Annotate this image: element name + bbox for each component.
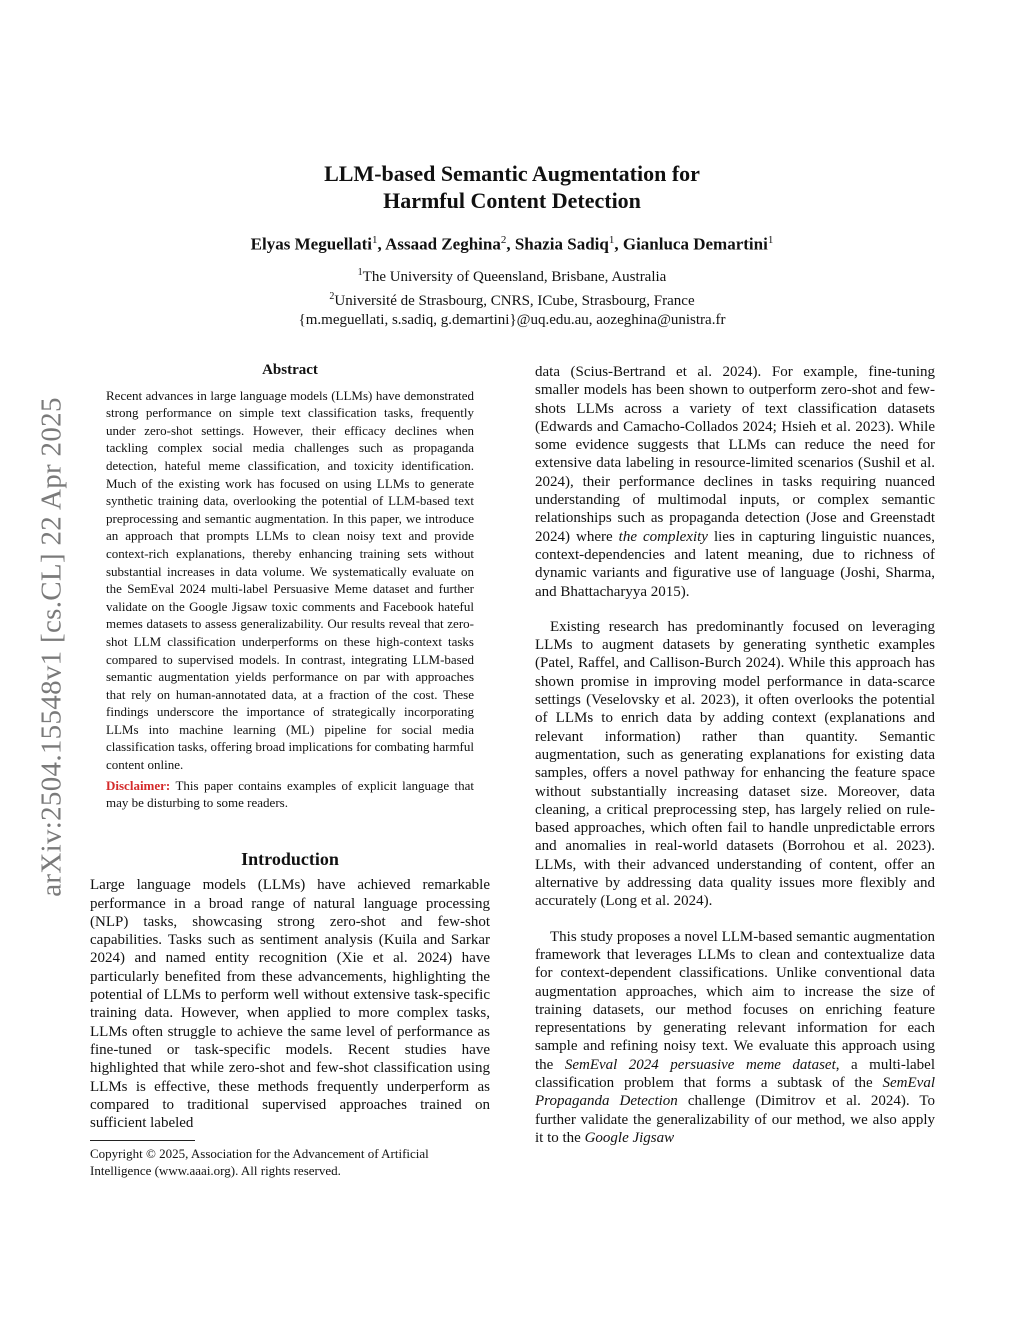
introduction-section bbox=[90, 850, 490, 1132]
body-paragraph bbox=[535, 363, 935, 601]
affiliation-line bbox=[0, 287, 1024, 311]
intro-paragraph: Large language models (LLMs) have achieved remarkable performance in a broad range of natural language processing (NLP) tasks, showcasing strong zero-shot and few-shot capabilities. Tasks such as sentiment analysis (Kuila and Sarkar 2024) and named entity recognition (Xie et al. 2024) have particularly benefited from these advancements, highlighting the potential of LLMs to perform well without extensive task-specific training data. However, when applied to more complex tasks, LLMs often struggle to achieve the same level of performance as fine-tuned or task-specific models. Recent studies have highlighted that while zero-shot and few-shot classification using LLMs is effective, these methods frequently underperform as compared to traditional supervised approaches trained on sufficient labeled bbox=[90, 877, 490, 1132]
copyright-footnote bbox=[90, 1140, 490, 1179]
affiliations bbox=[0, 263, 1024, 330]
introduction-heading: Introduction bbox=[241, 849, 339, 869]
text-run: , a multi-label classification problem that forms a subtask of the bbox=[535, 1056, 935, 1091]
abstract-section bbox=[106, 362, 474, 812]
abstract-text: Recent advances in large language models (LLMs) have demonstrated strong performance on simple text classification tasks, frequently under zero-shot settings. However, their efficacy declines when tackling complex social media challenges such as propaganda detection, hateful meme classification, and toxicity identification. Much of the existing work has focused on using LLMs to generate synthetic training data, overlooking the potential of LLM-based text preprocessing and semantic augmentation. In this paper, we introduce an approach that prompts LLMs to clean noisy text and provide context-rich explanations, thereby enhancing training sets without substantial increases in data volume. We systematically evaluate on the SemEval 2024 multi-label Persuasive Meme dataset and further validate on the Google Jigsaw toxic comments and Facebook hateful memes datasets to assess generalizability. Our results reveal that zero-shot LLM classification underperforms on these high-context tasks compared to supervised models. In contrast, integrating LLM-based semantic augmentation yields performance on par with approaches that rely on human-annotated data, at a fraction of the cost. These findings underscore the importance of strategically incorporating LLMs into machine learning (ML) pipeline for social media classification tasks, offering broad implications for combating harmful content online. bbox=[106, 387, 474, 773]
arxiv-identifier: arXiv:2504.15548v1 [cs.CL] 22 Apr 2025 bbox=[35, 397, 68, 897]
author-name: Elyas Meguellati bbox=[250, 234, 373, 254]
author-affil-mark: 2 bbox=[500, 234, 507, 246]
abstract-heading: Abstract bbox=[262, 362, 318, 378]
author-affil-mark: 1 bbox=[767, 234, 774, 246]
affiliation-number: 1 bbox=[357, 267, 363, 278]
text-run: This study proposes a novel LLM-based semantic augmentation framework that leverages LLMs to clean and contextualize data for context-dependent classifications. Unlike conventional data augmentation approaches, which aim to increase the size of training datasets, our method focuses on enriching feature representations by generating relevant information for each sample and refining noisy text. We evaluate this approach using the bbox=[535, 928, 935, 1073]
author-name: Shazia Sadiq bbox=[514, 234, 609, 254]
emphasis-text: SemEval Propaganda Detection bbox=[535, 1074, 935, 1110]
disclaimer-label: Disclaimer: bbox=[106, 777, 171, 793]
paper-title bbox=[0, 160, 1024, 214]
author-affil-mark: 1 bbox=[372, 234, 378, 246]
emphasis-text: SemEval 2024 persuasive meme dataset bbox=[564, 1056, 836, 1073]
emphasis-text: Google Jigsaw bbox=[584, 1129, 675, 1146]
text-run: challenge (Dimitrov et al. 2024). To further validate the generalizability of our method, we also apply it to the bbox=[535, 1093, 935, 1146]
copyright-text: Copyright © 2025, Association for the Advancement of Artificial Intelligence (www.aaai.org). All rights reserved. bbox=[90, 1146, 429, 1178]
author-name: Gianluca Demartini bbox=[622, 234, 768, 254]
author-list: Elyas Meguellati$^1$, Assaad Zeghina$^2$, Shazia Sadiq$^1$, Gianluca Demartini$^1$ bbox=[250, 234, 774, 254]
disclaimer-text: This paper contains examples of explicit language that may be disturbing to some readers. bbox=[106, 777, 474, 811]
body-paragraph bbox=[535, 928, 935, 1148]
affiliation-line bbox=[0, 263, 1024, 287]
emphasis-text: the complexity bbox=[618, 528, 708, 545]
body-paragraph: Existing research has predominantly focused on leveraging LLMs to augment datasets by generating synthetic examples (Patel, Raffel, and Callison-Burch 2024). While this approach has shown promise in improving model performance in data-scarce settings (Veselovsky et al. 2023), it often overlooks the potential of LLMs to enrich data by adding context (explanations and relevant information) rather than quantity. Semantic augmentation, such as generating explanations for existing data samples, offers a novel pathway for enhancing the feature space without substantially increasing dataset size. Moreover, data cleaning, a critical preprocessing step, has largely relied on rule-based approaches, which often fail to handle unpredictable errors and anomalies in real-world datasets (Borrohou et al. 2023). LLMs, with their advanced understanding of content, offer an alternative by addressing data quality issues more flexibly and accurately (Long et al. 2024). bbox=[535, 618, 935, 910]
author-emails: {m.meguellati, s.sadiq, g.demartini}@uq.edu.au, aozeghina@unistra.fr bbox=[298, 312, 726, 328]
right-column bbox=[535, 363, 935, 1164]
affiliation-text: Université de Strasbourg, CNRS, ICube, Strasbourg, France bbox=[334, 293, 695, 309]
title-line-1: LLM-based Semantic Augmentation for bbox=[324, 161, 700, 186]
disclaimer bbox=[106, 777, 474, 812]
author-name: Assaad Zeghina bbox=[385, 234, 501, 254]
author-affil-mark: 1 bbox=[608, 234, 615, 246]
text-run: lies in capturing linguistic nuances, context-dependencies and latent meaning, due to richness of dynamic variants and figurative use of language (Joshi, Sharma, and Bhattacharyya 2015). bbox=[535, 528, 935, 600]
title-line-2: Harmful Content Detection bbox=[383, 188, 641, 213]
affiliation-number: 2 bbox=[329, 291, 335, 302]
affiliation-text: The University of Queensland, Brisbane, Australia bbox=[362, 269, 667, 285]
footnote-rule bbox=[90, 1140, 195, 1141]
text-run: data (Scius-Bertrand et al. 2024). For example, fine-tuning smaller models has been shown to outperform zero-shot and few-shots LLMs across a variety of text classification datasets (Edwards and Camacho-Collados 2024; Hsieh et al. 2023). While some evidence suggests that LLMs can reduce the need for extensive data labeling in resource-limited scenarios (Sushil et al. 2024), their performance declines in tasks requiring nuanced understanding of multimodal inputs, or complex semantic relationships such as propaganda detection (Jose and Greenstadt 2024) where bbox=[535, 364, 935, 545]
